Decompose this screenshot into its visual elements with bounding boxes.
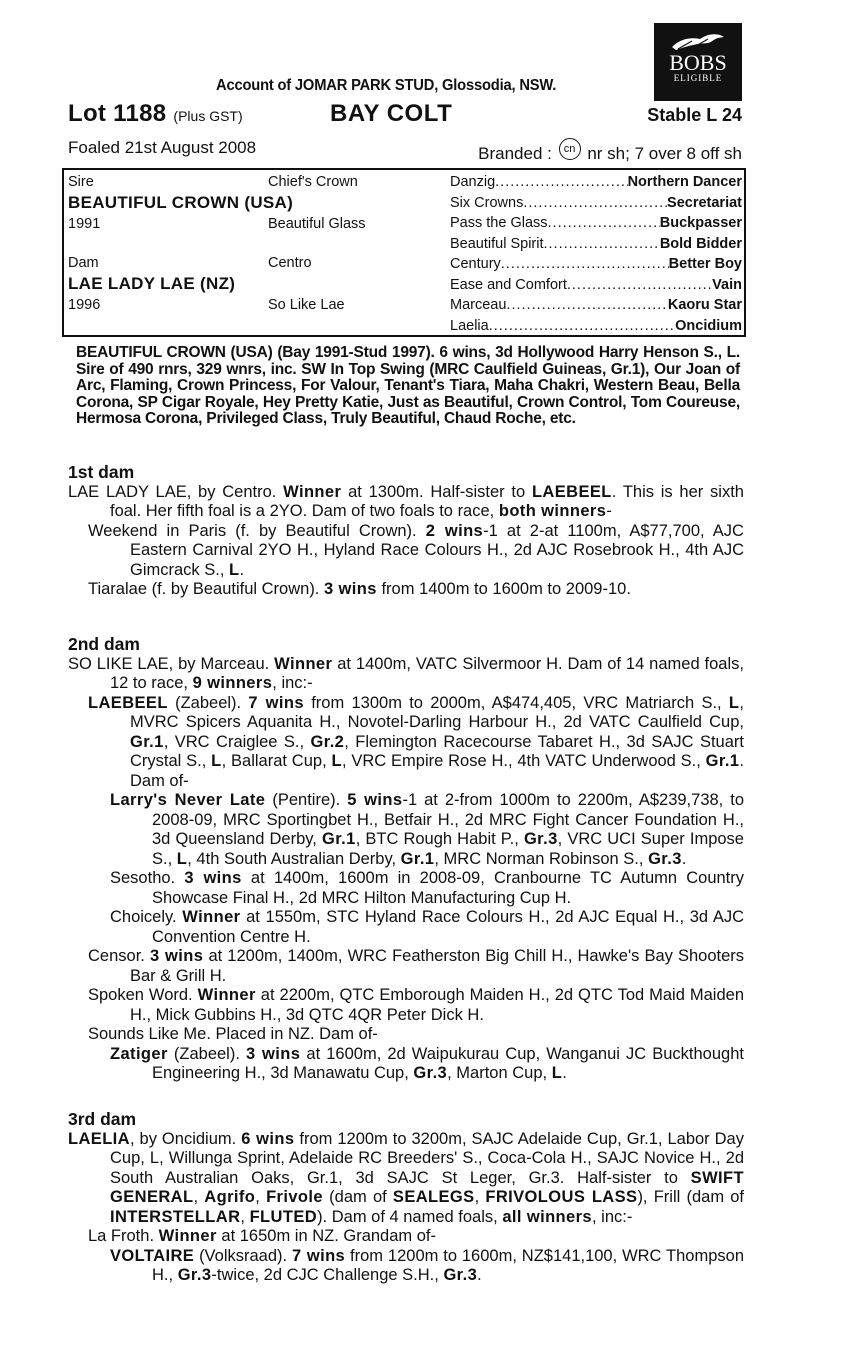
lot-number xyxy=(68,100,243,128)
lot-label: Lot 1188 xyxy=(68,100,167,127)
dam-dam: So Like Lae xyxy=(268,297,345,313)
sire-dam: Beautiful Glass xyxy=(268,216,366,232)
lot-gst: (Plus GST) xyxy=(173,108,243,124)
dam-entry: SO LIKE LAE, by Marceau. Winner at 1400m, VATC Silvermoor H. Dam of 14 named foals, 12 to race, 9 winners, inc:- xyxy=(68,654,744,692)
logo-text-eligible: ELIGIBLE xyxy=(673,73,723,83)
gg-row xyxy=(450,215,742,231)
pedigree-table xyxy=(62,168,746,337)
brand-info xyxy=(478,138,742,164)
foal-info xyxy=(68,136,742,163)
progeny-entry: Spoken Word. Winner at 2200m, QTC Emborough Maiden H., 2d QTC Tod Maid Maiden H., Mick Gubbins H., 3d QTC 4QR Peter Dick H. xyxy=(88,986,744,1024)
gg-dam-sire: Better Boy xyxy=(668,256,742,272)
gg-dam-sire: Secretariat xyxy=(667,194,742,211)
third-dam-section xyxy=(68,1110,744,1286)
gg-dam-sire: Northern Dancer xyxy=(627,174,742,190)
gg-row xyxy=(450,277,742,293)
gg-row xyxy=(450,174,742,190)
gg-row xyxy=(450,195,742,211)
progeny-entry: Larry's Never Late (Pentire). 5 wins-1 at 2-from 1000m to 2200m, A$239,738, to 2008-09, MRC Sportingbet H., Betfair H., 2d MRC Fight Cancer Foundation H., 3d Queensland Derby, Gr.1, BTC Rough Habit P., Gr.3, VRC UCI Super Impose S., L, 4th South Australian Derby, Gr.1, MRC Norman Robinson S., Gr.3. xyxy=(110,791,745,868)
gg-dam-sire: Buckpasser xyxy=(659,215,742,231)
gg-sire: Beautiful Spirit xyxy=(450,235,544,252)
progeny-entry: VOLTAIRE (Volksraad). 7 wins from 1200m to 1600m, NZ$141,100, WRC Thompson H., Gr.3-twice, 2d CJC Challenge S.H., Gr.3. xyxy=(110,1246,745,1284)
gg-sire: Pass the Glass xyxy=(450,215,548,231)
sire-year: 1991 xyxy=(68,216,101,232)
dam-entry: LAE LADY LAE, by Centro. Winner at 1300m. Half-sister to LAEBEEL. This is her sixth foal. Her fifth foal is a 2YO. Dam of two foals to race, both winners- xyxy=(68,482,744,520)
gg-sire: Century xyxy=(450,256,501,272)
branded-prefix: Branded : xyxy=(478,144,552,163)
gg-sire: Danzig xyxy=(450,174,496,190)
gg-dam-sire: Bold Bidder xyxy=(659,235,742,252)
vendor-account: Account of JOMAR PARK STUD, Glossodia, NSW. xyxy=(216,77,557,94)
progeny-entry: Weekend in Paris (f. by Beautiful Crown). 2 wins-1 at 2-at 1100m, A$77,700, AJC Eastern Carnival 2YO H., Hyland Race Colours H., 2d AJC Rosebrook H., 4th AJC Gimcrack S., L. xyxy=(88,521,744,579)
gg-row xyxy=(450,318,742,334)
progeny-entry: Choicely. Winner at 1550m, STC Hyland Race Colours H., 2d AJC Equal H., 3d AJC Convention Centre H. xyxy=(110,908,745,946)
second-dam-section xyxy=(68,635,744,1084)
logo-text-bobs: BOBS xyxy=(669,50,727,75)
second-dam-heading: 2nd dam xyxy=(68,634,140,654)
brand-mark-icon: cn xyxy=(559,138,581,160)
gg-sire: Ease and Comfort xyxy=(450,276,567,293)
gg-row xyxy=(450,256,742,272)
sire-summary: BEAUTIFUL CROWN (USA) (Bay 1991-Stud 1997). 6 wins, 3d Hollywood Harry Henson S., L. Sire of 490 rnrs, 329 wnrs, inc. SW In Top Swing (MRC Caulfield Guineas, Gr.1), Our Joan of Arc, Flaming, Crown Princess, For Valour, Tenant's Tiara, Maha Chakri, Western Beau, Bella Corona, SP Cigar Royale, Hey Pretty Katie, Just as Beautiful, Crown Control, Tom Coureuse, Hermosa Corona, Privileged Class, Truly Beautiful, Chaud Roche, etc. xyxy=(76,344,740,427)
progeny-entry: Censor. 3 wins at 1200m, 1400m, WRC Featherston Big Chill H., Hawke's Bay Shooters Bar & Grill H. xyxy=(88,947,745,985)
bobs-eligible-logo xyxy=(654,23,742,101)
lot-header xyxy=(68,100,742,128)
gg-dam-sire: Vain xyxy=(712,276,742,293)
progeny-entry: Sounds Like Me. Placed in NZ. Dam of- xyxy=(88,1025,378,1043)
branded-suffix: nr sh; 7 over 8 off sh xyxy=(587,144,742,163)
progeny-entry: Zatiger (Zabeel). 3 wins at 1600m, 2d Waipukurau Cup, Wanganui JC Buckthought Engineering H., 3d Manawatu Cup, Gr.3, Marton Cup, L. xyxy=(110,1044,744,1082)
stable-number: Stable L 24 xyxy=(647,105,742,125)
progeny-entry: La Froth. Winner at 1650m in NZ. Grandam of- xyxy=(88,1227,436,1245)
dam-year: 1996 xyxy=(68,297,101,313)
sire-sire: Chief's Crown xyxy=(268,174,358,190)
progeny-entry: Sesotho. 3 wins at 1400m, 1600m in 2008-09, Cranbourne TC Autumn Country Showcase Final H., 2d MRC Hilton Manufacturing Cup H. xyxy=(110,869,744,907)
third-dam-heading: 3rd dam xyxy=(68,1109,137,1129)
sire-name: BEAUTIFUL CROWN (USA) xyxy=(68,193,294,212)
dam-name: LAE LADY LAE (NZ) xyxy=(68,274,236,293)
dam-entry: LAELIA, by Oncidium. 6 wins from 1200m to 3200m, SAJC Adelaide Cup, Gr.1, Labor Day Cup, L, Willunga Sprint, Adelaide RC Breeders' S., Coca-Cola H., SAJC Novice H., 2d South Australian Oaks, Gr.1, 3d SAJC St Leger, Gr.3. Half-sister to SWIFT GENERAL, Agrifo, Frivole (dam of SEALEGS, FRIVOLOUS LASS), Frill (dam of INTERSTELLAR, FLUTED). Dam of 4 named foals, all winners, inc:- xyxy=(68,1129,745,1226)
gg-sire: Marceau xyxy=(450,297,507,313)
dam-label: Dam xyxy=(68,255,99,271)
sire-label: Sire xyxy=(68,174,94,190)
gg-dam-sire: Kaoru Star xyxy=(667,297,742,313)
first-dam-section xyxy=(68,463,744,600)
gg-row xyxy=(450,236,742,252)
dam-sire: Centro xyxy=(268,255,312,271)
lot-sex: BAY COLT xyxy=(330,100,453,127)
gg-sire: Six Crowns xyxy=(450,194,524,211)
progeny-entry: Tiaralae (f. by Beautiful Crown). 3 wins from 1400m to 1600m to 2009-10. xyxy=(88,580,631,598)
gg-sire: Laelia xyxy=(450,317,489,334)
progeny-entry: LAEBEEL (Zabeel). 7 wins from 1300m to 2000m, A$474,405, VRC Matriarch S., L, MVRC Spicers Aquanita H., Novotel-Darling Harbour H., 2d VATC Caulfield Cup, Gr.1, VRC Craiglee S., Gr.2, Flemington Racecourse Tabaret H., 3d SAJC Stuart Crystal S., L, Ballarat Cup, L, VRC Empire Rose H., 4th VATC Underwood S., Gr.1. Dam of- xyxy=(88,693,744,790)
foaled-date: Foaled 21st August 2008 xyxy=(68,138,257,157)
gg-dam-sire: Oncidium xyxy=(675,317,742,334)
gg-row xyxy=(450,297,742,313)
first-dam-heading: 1st dam xyxy=(68,462,135,482)
